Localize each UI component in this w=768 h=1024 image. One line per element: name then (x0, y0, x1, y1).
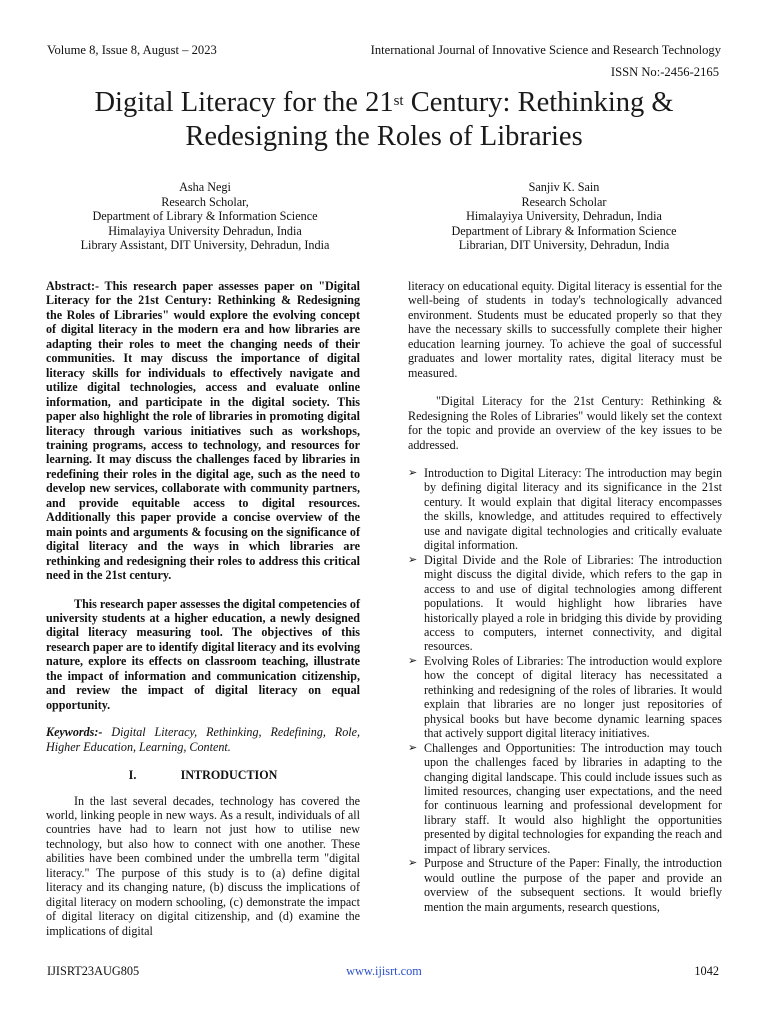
author-1-line: Research Scholar, (161, 194, 249, 209)
title-superscript: st (393, 93, 404, 109)
section-title: INTRODUCTION (180, 768, 278, 783)
intro-paragraph: In the last several decades, technology has covered the world, linking people in new ways. As a result, individuals of all countries have had to learn not just how to utilise new technology, but also how to connect with one another. These abilities have been combined under the umbrella term "digital literacy." The purpose of this study is to (a) define digital literacy and its changing nature, (b) discuss the implications of digital literacy on modern schooling, (c) demonstrate the impact of digital literacy on digital citizenship, and (d) examine the implications of digital (46, 793, 360, 938)
footer-url-link[interactable]: www.ijisrt.com (346, 964, 422, 978)
author-1-name: Asha Negi (179, 180, 231, 194)
title-part2: Century: Rethinking & (403, 87, 674, 118)
header-journal: International Journal of Innovative Science and Research Technology (370, 43, 721, 57)
list-item-text: Evolving Roles of Libraries: The introduction would explore how the concept of digital literacy has necessitated a rethinking and redesigning of the roles of libraries. It would explain that libraries are no longer just repositories of physical books but have become dynamic learning spaces that actively support digital literacy initiatives. (424, 653, 722, 741)
list-item (408, 654, 722, 741)
author-2-line: Research Scholar (521, 194, 607, 209)
author-1-line: Himalayiya University Dehradun, India (108, 223, 302, 238)
left-column (46, 279, 360, 938)
list-item-text: Digital Divide and the Role of Libraries: The introduction might discuss the digital divide, which refers to the gap in access to and use of digital technologies among different populations. It would highlight how libraries have historically played a role in bridging this divide by providing access to computers, internet connectivity, and digital resources. (424, 552, 722, 654)
author-1-line: Library Assistant, DIT University, Dehradun, India (80, 238, 330, 253)
keywords-label: Keywords:- (46, 725, 103, 740)
footer-page-number: 1042 (694, 964, 719, 978)
list-item (408, 466, 722, 553)
paper-title (30, 86, 738, 154)
arrow-bullet-icon: ➢ (408, 741, 418, 754)
list-item (408, 741, 722, 857)
list-item-text: Purpose and Structure of the Paper: Finally, the introduction would outline the purpose of the paper and provide an overview of the subsequent sections. It would briefly mention the main arguments, research questions, (424, 856, 722, 914)
author-2-line: Himalayiya University, Dehradun, India (466, 209, 662, 224)
list-item (408, 856, 722, 914)
abstract-paragraph: Abstract:- This research paper assesses paper on "Digital Literacy for the 21st Century: Rethinking & Redesigning the Roles of Libraries" would explore the evolving concept of digital literacy in the modern era and how libraries are adapting their roles to meet the changing needs of their communities. It may discuss the importance of digital literacy skills for individuals to effectively navigate and utilize digital technologies, access and evaluate online information, and participate in the digital society. This paper also highlight the role of libraries in promoting digital literacy through various initiatives such as workshops, training programs, access to technology, and resources for learning. It may discuss the challenges faced by libraries in redefining their roles in the digital age, such as the need to develop new services, collaborate with community partners, and provide equitable access to digital resources. Additionally this paper provide a concise overview of the main points and arguments & focusing on the significance of digital literacy and the ways in which libraries are rethinking and redesigning their roles to address this critical need in the 21st century. (46, 279, 360, 583)
arrow-bullet-icon: ➢ (408, 857, 418, 870)
list-item-text: Introduction to Digital Literacy: The introduction may begin by defining digital literacy and its significance in the 21st century. It would explain that digital literacy encompasses the skills, knowledge, and attitudes required to effectively use and navigate digital technologies and critically evaluate digital information. (424, 465, 722, 553)
quote-paragraph: "Digital Literacy for the 21st Century: Rethinking & Redesigning the Roles of Libraries" would likely set the context for the topic and provide an overview of the key issues to be addressed. (408, 394, 722, 452)
section-heading (46, 768, 360, 782)
arrow-bullet-icon: ➢ (408, 466, 418, 479)
list-item (408, 553, 722, 654)
header-issn: ISSN No:-2456-2165 (610, 65, 719, 79)
arrow-bullet-icon: ➢ (408, 553, 418, 566)
header-volume: Volume 8, Issue 8, August – 2023 (47, 43, 217, 57)
abstract-paragraph-2: This research paper assesses the digital competencies of university students at a higher education, a newly designed digital literacy measuring tool. The objectives of this research paper are to identify digital literacy and its evolving nature, explore its effects on classroom teaching, illustrate the impact of information and communication citizenship, and review the impact of digital literacy on equal opportunity. (46, 596, 360, 712)
section-number: I. (128, 768, 137, 783)
author-block-1 (45, 180, 365, 253)
bullet-list (408, 466, 722, 914)
footer-paper-id: IJISRT23AUG805 (47, 964, 140, 978)
author-1-line: Department of Library & Information Science (92, 209, 318, 224)
list-item-text: Challenges and Opportunities: The introduction may touch upon the challenges faced by libraries in adapting to the changing digital landscape. This could include issues such as limited resources, changing user expectations, and the need for continuous learning and professional development for library staff. It would also highlight the opportunities presented by digital technologies for expanding the reach and impact of library services. (424, 740, 722, 856)
keywords (46, 725, 360, 754)
title-line2: Redesigning the Roles of Libraries (185, 121, 583, 152)
author-2-name: Sanjiv K. Sain (528, 180, 600, 194)
author-block-2 (404, 180, 724, 253)
keywords-list: Digital Literacy, Rethinking, Redefining, Role, Higher Education, Learning, Content. (46, 725, 360, 754)
author-2-line: Librarian, DIT University, Dehradun, India (458, 238, 670, 253)
arrow-bullet-icon: ➢ (408, 654, 418, 667)
continued-paragraph: literacy on educational equity. Digital literacy is essential for the well-being of students in today's technologically advanced environment. Students must be educated properly so that they have the necessary skills to successfully complete their higher education learning journey. To achieve the goal of successful graduates and lower mortality rates, digital literacy must be measured. (408, 279, 722, 380)
title-part1: Digital Literacy for the 21 (94, 87, 394, 118)
right-column (408, 279, 722, 914)
author-2-line: Department of Library & Information Science (451, 223, 677, 238)
